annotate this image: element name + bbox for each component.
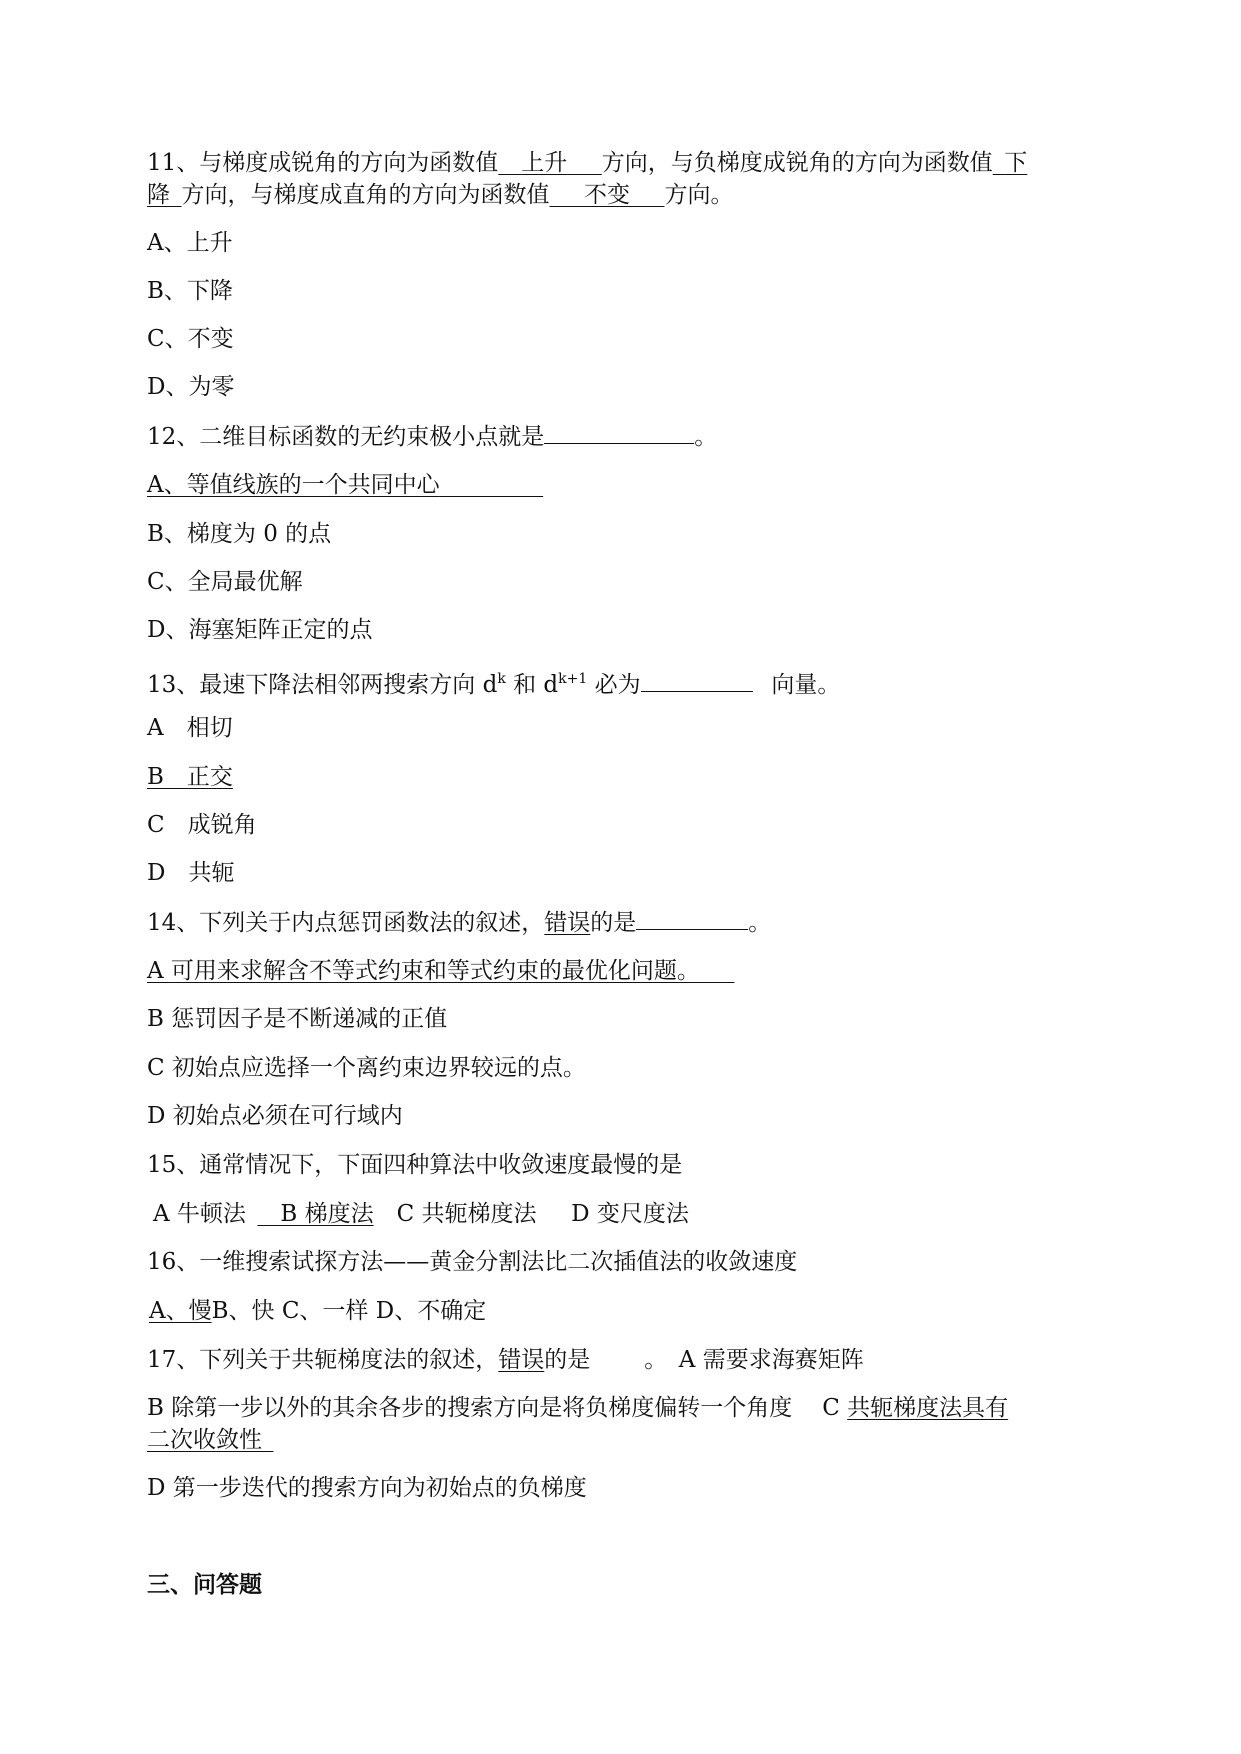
q11-stem-line2 (147, 180, 734, 210)
q16-options (149, 1296, 486, 1326)
q14-option-c: C 初始点应选择一个离约束边界较远的点。 (147, 1055, 586, 1081)
q17-option-d: D 第一步迭代的搜索方向为初始点的负梯度 (147, 1475, 587, 1501)
q13-stem: 13、最速下降法相邻两搜索方向 $d^k$ 和 $d^{k+1}$ 必为 向量。 (147, 671, 841, 698)
q13-option-a: A 相切 (147, 715, 233, 741)
q14-option-b: B 惩罚因子是不断递减的正值 (147, 1006, 448, 1032)
section-heading: 三、问答题 (147, 1572, 262, 1598)
q17-option-bc-line1 (147, 1393, 1008, 1423)
q15-option-d: D 变尺度法 (571, 1201, 689, 1227)
q11-text: 方向，与负梯度成锐角的方向为函数值 (601, 150, 993, 176)
q16-option-a: A、慢 (149, 1298, 212, 1324)
q11-stem-line1 (147, 148, 1027, 178)
q17-stem: 17、下列关于共轭梯度法的叙述，错误的是 。 A 需要求海赛矩阵 (147, 1347, 864, 1373)
q11-text: 方向，与梯度成直角的方向为函数值 (181, 182, 550, 208)
q17-option-c-line2: 二次收敛性 (147, 1427, 262, 1453)
q12-option-b: B、梯度为 0 的点 (147, 521, 332, 547)
q11-answer-3: 不变 (584, 182, 630, 208)
q16-option-rest: B、快 C、一样 D、不确定 (211, 1298, 487, 1324)
q17-option-c-letter: C (822, 1395, 848, 1421)
q14-keyword: 错误 (544, 910, 591, 936)
q15-options (153, 1199, 689, 1229)
q12-end: 。 (694, 424, 718, 450)
q17-option-b: B 除第一步以外的其余各步的搜索方向是将负梯度偏转一个角度 (147, 1395, 793, 1421)
q15-stem: 15、通常情况下，下面四种算法中收敛速度最慢的是 (147, 1152, 683, 1178)
q11-option-b: B、下降 (147, 278, 233, 304)
q11-answer-2b: 降 (147, 182, 170, 208)
q14-option-d: D 初始点必须在可行域内 (147, 1103, 403, 1129)
q17-option-c-text: 共轭梯度法具有 (847, 1395, 1009, 1421)
q16-stem: 16、一维搜索试探方法——黄金分割法比二次插值法的收敛速度 (147, 1249, 798, 1275)
q12-text: 12、二维目标函数的无约束极小点就是 (147, 424, 545, 450)
q14-blank (636, 907, 748, 930)
q14-stem: 14、下列关于内点惩罚函数法的叙述，错误的是 。 (147, 907, 771, 938)
q13-blank (641, 669, 753, 692)
q11-answer-1: 上升 (521, 150, 568, 176)
q17-option-a: A 需要求海赛矩阵 (678, 1347, 864, 1373)
q11-text: 方向。 (664, 182, 734, 208)
q12-option-d: D、海塞矩阵正定的点 (147, 617, 373, 643)
q13-option-d: D 共轭 (147, 860, 235, 886)
q14-option-a: A 可用来求解含不等式约束和等式约束的最优化问题。 (147, 958, 700, 984)
q12-option-a: A、等值线族的一个共同中心 (147, 472, 440, 498)
q17-keyword: 错误 (498, 1347, 545, 1373)
q12-blank (544, 421, 694, 444)
q15-option-b: B 梯度法 (280, 1201, 374, 1227)
q11-option-d: D、为零 (147, 374, 235, 400)
q13-option-c: C 成锐角 (147, 812, 257, 838)
q11-answer-2a: 下 (1004, 150, 1028, 176)
q15-option-a: A 牛顿法 (153, 1201, 246, 1227)
q13-option-b: B 正交 (147, 764, 233, 790)
q15-option-c: C 共轭梯度法 (396, 1201, 537, 1227)
q11-option-c: C、不变 (147, 326, 234, 352)
q12-option-c: C、全局最优解 (147, 569, 303, 595)
q11-text: 11、与梯度成锐角的方向为函数值 (147, 150, 499, 176)
q11-option-a: A、上升 (147, 230, 233, 256)
q12-stem (147, 421, 717, 452)
